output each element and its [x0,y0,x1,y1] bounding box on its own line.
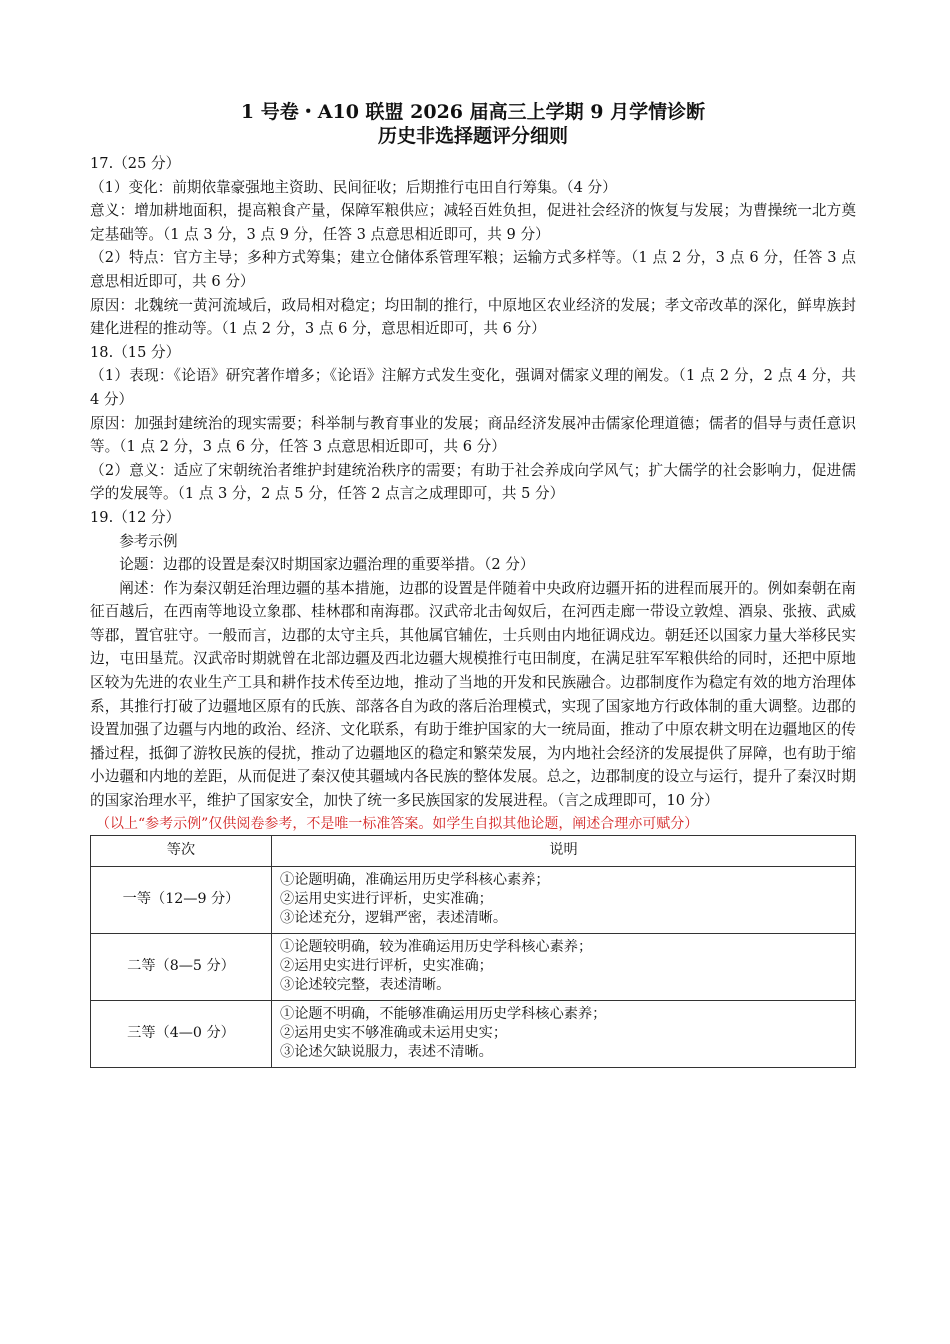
criterion-line: ①论题明确，准确运用历史学科核心素养； [280,872,550,889]
criterion-line: ①论题较明确，较为准确运用历史学科核心素养； [280,939,593,956]
criterion-line: ③论述充分，逻辑严密，表述清晰。 [280,910,508,927]
criterion-line: ②运用史实进行评析，史实准确； [280,891,493,908]
criterion-line: ①论题不明确，不能够准确运用历史学科核心素养； [280,1006,607,1023]
grade-cell: 三等（4—0 分） [91,1000,272,1067]
grade-column-header: 等次 [91,835,272,866]
question-19 [90,506,856,835]
table-row [91,1000,856,1067]
table-row [91,933,856,1000]
document-title-line2: 历史非选择题评分细则 [377,125,568,147]
q18-part1-manifest: （1）表现：《论语》研究著作增多；《论语》注解方式发生变化，强调对儒家义理的阐发。（1 点 2 分，2 点 4 分，共 4 分） [90,367,856,408]
q18-label: 18.（15 分） [90,343,181,361]
criterion-line: ③论述欠缺说服力，表述不清晰。 [280,1044,493,1061]
q19-example-heading: 参考示例 [119,532,178,550]
q19-thesis: 论题：边郡的设置是秦汉时期国家边疆治理的重要举措。（2 分） [119,556,535,574]
q19-scoring-note: （以上“参考示例”仅供阅卷参考，不是唯一标准答案。如学生自拟其他论题，阐述合理亦可赋分） [96,815,699,832]
q17-part1-change: （1）变化：前期依靠豪强地主资助、民间征收；后期推行屯田自行筹集。（4 分） [90,178,617,196]
q18-part2-meaning: （2）意义：适应了宋朝统治者维护封建统治秩序的需要；有助于社会养成向学风气；扩大儒学的社会影响力，促进儒学的发展等。（1 点 3 分，2 点 5 分，任答 2 点言之成理即可，共 5 分） [90,461,856,503]
grade-cell: 二等（8—5 分） [91,933,272,1000]
grading-table-header-row [91,835,856,866]
criterion-line: ③论述较完整，表述清晰。 [280,977,451,994]
description-cell [272,1000,856,1067]
q18-part1-reasons: 原因：加强封建统治的现实需要；科举制与教育事业的发展；商品经济发展冲击儒家伦理道德；儒者的倡导与责任意识等。（1 点 2 分，3 点 6 分，任答 3 点意思相近即可，共 6 分） [90,414,856,456]
q17-part2-features: （2）特点：官方主导；多种方式筹集；建立仓储体系管理军粮；运输方式多样等。（1 点 2 分，3 点 6 分，任答 3 点意思相近即可，共 6 分） [90,249,856,290]
criterion-line: ②运用史实进行评析，史实准确； [280,958,493,975]
criterion-line: ②运用史实不够准确或未运用史实； [280,1025,508,1042]
grade-cell: 一等（12—9 分） [91,866,272,933]
document-title-line1: 1 号卷・A10 联盟 2026 届高三上学期 9 月学情诊断 [240,101,706,123]
q17-part2-reasons: 原因：北魏统一黄河流域后，政局相对稳定；均田制的推行，中原地区农业经济的发展；孝文帝改革的深化，鲜卑族封建化进程的推动等。（1 点 2 分，3 点 6 分，意思相近即可，共 6 分） [90,296,856,338]
document-page [90,100,856,1068]
q17-label: 17.（25 分） [90,155,181,172]
q19-label: 19.（12 分） [90,508,181,526]
document-body [90,152,856,1068]
q19-argument: 阐述：作为秦汉朝廷治理边疆的基本措施，边郡的设置是伴随着中央政府边疆开拓的进程而展开的。例如秦朝在南征百越后，在西南等地设立象郡、桂林郡和南海郡。汉武帝北击匈奴后，在河西走廊一带设立敦煌、酒泉、张掖、武威等郡，置官驻守。一般而言，边郡的太守主兵，其他属官辅佐，士兵则由内地征调戍边。朝廷还以国家力量大举移民实边，屯田垦荒。汉武帝时期就曾在北部边疆及西北边疆大规模推行屯田制度，在满足驻军军粮供给的同时，还把中原地区较为先进的农业生产工具和耕作技术传至边地，推动了当地的开发和民族融合。边郡制度作为稳定有效的地方治理体系，其推行打破了边疆地区原有的氏族、部落各自为政的落后治理模式，实现了国家地方行政体制的重大调整。边郡的设置加强了边疆与内地的政治、经济、文化联系，有助于维护国家的大一统局面，推动了中原农耕文明在边疆地区的传播过程，抵御了游牧民族的侵扰，推动了边疆地区的稳定和繁荣发展，为内地社会经济的发展提供了屏障，也有助于缩小边疆和内地的差距，从而促进了秦汉使其疆域内各民族的整体发展。总之，边郡制度的设立与运行，提升了秦汉时期的国家治理水平，维护了国家安全，加快了统一多民族国家的发展进程。（言之成理即可，10 分） [90,579,856,810]
description-column-header: 说明 [272,835,856,866]
grading-table [90,835,856,1068]
question-17 [90,152,856,341]
description-cell [272,933,856,1000]
description-cell [272,866,856,933]
table-row [91,866,856,933]
question-18 [90,341,856,506]
q17-part1-meaning: 意义：增加耕地面积，提高粮食产量，保障军粮供应；减轻百姓负担，促进社会经济的恢复与发展；为曹操统一北方奠定基础等。（1 点 3 分，3 点 9 分，任答 3 点意思相近即可，共 9 分） [90,202,856,243]
